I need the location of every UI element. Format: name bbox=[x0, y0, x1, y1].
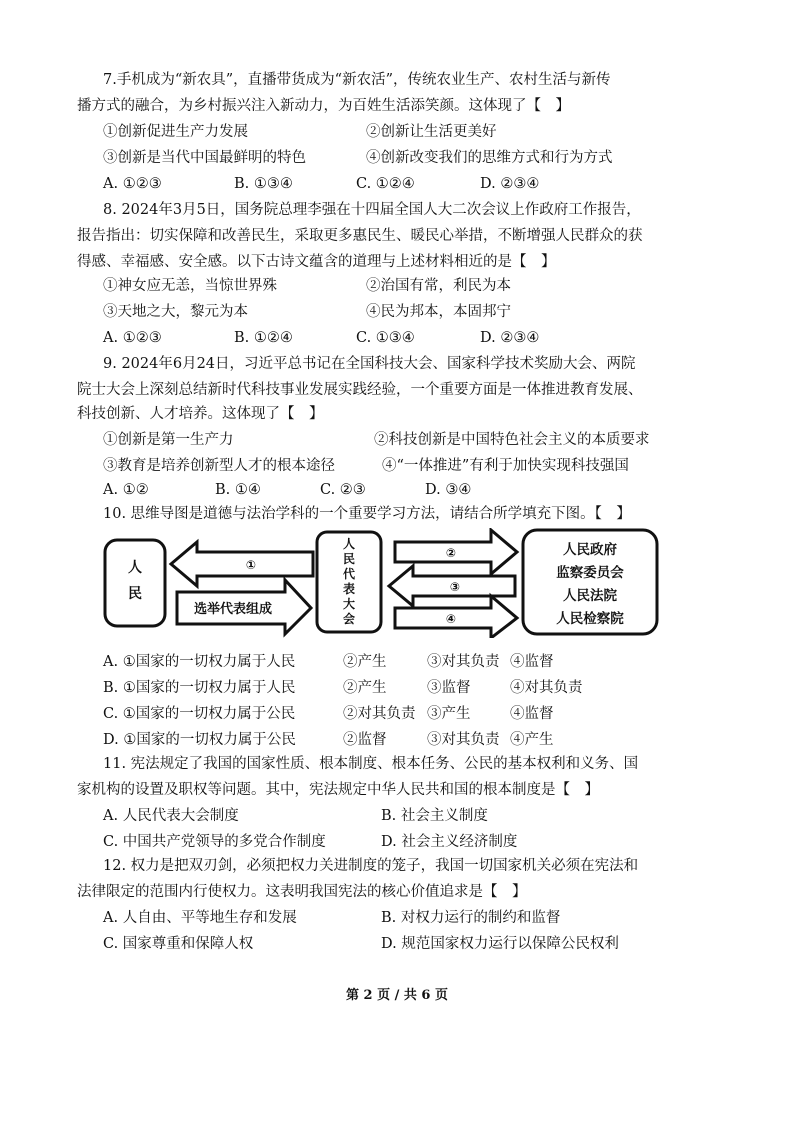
q12-choice-c: C. 国家尊重和保障人权 bbox=[103, 936, 254, 952]
q10-choice-c-4: ④监督 bbox=[510, 706, 554, 722]
q10-choice-a-4: ④监督 bbox=[510, 654, 554, 670]
npc-label-5: 大 bbox=[342, 597, 356, 611]
q7-choice-b: B. ①③④ bbox=[234, 176, 293, 192]
organ-court: 人民法院 bbox=[563, 588, 617, 604]
arrow-elect-label: 选举代表组成 bbox=[193, 602, 273, 617]
q9-choice-a: A. ①② bbox=[103, 482, 149, 498]
q8-choice-d: D. ②③④ bbox=[480, 330, 540, 346]
q8-option-4: ④民为邦本，本固邦宁 bbox=[366, 304, 511, 320]
people-label-2: 民 bbox=[128, 586, 142, 602]
organ-government: 人民政府 bbox=[563, 542, 617, 558]
q9-option-3: ③教育是培养创新型人才的根本途径 bbox=[103, 458, 335, 474]
q11-choice-c: C. 中国共产党领导的多党合作制度 bbox=[103, 834, 326, 850]
q11-choice-a: A. 人民代表大会制度 bbox=[103, 808, 239, 824]
q12-stem-line1: 12. 权力是把双刃剑，必须把权力关进制度的笼子，我国一切国家机关必须在宪法和 bbox=[103, 858, 639, 874]
q8-choice-b: B. ①②④ bbox=[234, 330, 293, 346]
q8-stem-line3: 得感、幸福感、安全感。以下古诗文蕴含的道理与上述材料相近的是【 】 bbox=[77, 254, 556, 270]
q10-choice-b-1: B. ①国家的一切权力属于人民 bbox=[103, 680, 296, 696]
npc-label-2: 民 bbox=[342, 552, 356, 566]
q12-choice-d: D. 规范国家权力运行以保障公民权利 bbox=[381, 936, 619, 952]
organ-supervision: 监察委员会 bbox=[556, 565, 624, 581]
q9-option-1: ①创新是第一生产力 bbox=[103, 432, 234, 448]
people-box bbox=[105, 540, 165, 626]
npc-label-4: 表 bbox=[342, 582, 356, 596]
npc-label-6: 会 bbox=[342, 612, 356, 626]
people-label-1: 人 bbox=[128, 560, 142, 576]
q10-choice-b-3: ③监督 bbox=[427, 680, 471, 696]
q12-choice-b: B. 对权力运行的制约和监督 bbox=[381, 910, 561, 926]
q9-option-4: ④“一体推进”有利于加快实现科技强国 bbox=[382, 458, 629, 474]
q9-choice-b: B. ①④ bbox=[215, 482, 261, 498]
q9-stem-line1: 9. 2024年6月24日，习近平总书记在全国科技大会、国家科学技术奖励大会、两院 bbox=[103, 356, 636, 372]
q9-choice-c: C. ②③ bbox=[320, 482, 366, 498]
q7-stem-line1: 7.手机成为“新农具”，直播带货成为“新农活”，传统农业生产、农村生活与新传 bbox=[103, 72, 611, 88]
npc-label-3: 代 bbox=[342, 567, 356, 581]
q7-option-1: ①创新促进生产力发展 bbox=[103, 124, 248, 140]
state-organs-mind-map bbox=[103, 528, 663, 638]
q10-choice-d-3: ③对其负责 bbox=[427, 732, 500, 748]
q10-choice-a-3: ③对其负责 bbox=[427, 654, 500, 670]
q7-stem-line2: 播方式的融合，为乡村振兴注入新动力，为百姓生活添笑颜。这体现了【 】 bbox=[77, 98, 570, 114]
q9-stem-line3: 科技创新、人才培养。这体现了【 】 bbox=[77, 406, 324, 422]
q10-choice-a-1: A. ①国家的一切权力属于人民 bbox=[103, 654, 296, 670]
q7-option-2: ②创新让生活更美好 bbox=[366, 124, 497, 140]
q10-choice-a-2: ②产生 bbox=[343, 654, 387, 670]
q11-choice-d: D. 社会主义经济制度 bbox=[381, 834, 518, 850]
q11-stem-line1: 11. 宪法规定了我国的国家性质、根本制度、根本任务、公民的基本权利和义务、国 bbox=[103, 756, 639, 772]
q12-choice-a: A. 人自由、平等地生存和发展 bbox=[103, 910, 297, 926]
q10-choice-b-2: ②产生 bbox=[343, 680, 387, 696]
arrow-4-label: ④ bbox=[445, 612, 457, 626]
q9-stem-line2: 院士大会上深刻总结新时代科技事业发展实践经验，一个重要方面是一体推进教育发展、 bbox=[77, 382, 643, 398]
q11-stem-line2: 家机构的设置及职权等问题。其中，宪法规定中华人民共和国的根本制度是【 】 bbox=[77, 782, 599, 798]
q8-option-3: ③天地之大，黎元为本 bbox=[103, 304, 248, 320]
arrow-3-label: ③ bbox=[449, 580, 461, 594]
q10-stem: 10. 思维导图是道德与法治学科的一个重要学习方法，请结合所学填充下图。【 】 bbox=[103, 506, 631, 522]
q8-option-1: ①神女应无恙，当惊世界殊 bbox=[103, 278, 277, 294]
q10-choice-b-4: ④对其负责 bbox=[510, 680, 583, 696]
q12-stem-line2: 法律限定的范围内行使权力。这表明我国宪法的核心价值追求是【 】 bbox=[77, 884, 527, 900]
q8-stem-line1: 8. 2024年3月5日，国务院总理李强在十四届全国人大二次会议上作政府工作报告， bbox=[103, 202, 641, 218]
arrow-1-label: ① bbox=[245, 558, 257, 572]
q8-choice-c: C. ①③④ bbox=[356, 330, 415, 346]
q9-option-2: ②科技创新是中国特色社会主义的本质要求 bbox=[374, 432, 650, 448]
q10-choice-d-4: ④产生 bbox=[510, 732, 554, 748]
q8-stem-line2: 报告指出：切实保障和改善民生，采取更多惠民生、暖民心举措，不断增强人民群众的获 bbox=[77, 228, 643, 244]
q8-option-2: ②治国有常，利民为本 bbox=[366, 278, 511, 294]
q7-choice-a: A. ①②③ bbox=[103, 176, 162, 192]
page-footer: 第 2 页 / 共 6 页 bbox=[346, 988, 448, 1003]
q10-choice-c-1: C. ①国家的一切权力属于公民 bbox=[103, 706, 296, 722]
q7-option-3: ③创新是当代中国最鲜明的特色 bbox=[103, 150, 306, 166]
arrow-1-left bbox=[171, 542, 313, 586]
q10-choice-c-3: ③产生 bbox=[427, 706, 471, 722]
q10-choice-c-2: ②对其负责 bbox=[343, 706, 416, 722]
q7-choice-d: D. ②③④ bbox=[480, 176, 540, 192]
q11-choice-b: B. 社会主义制度 bbox=[381, 808, 488, 824]
arrow-2-label: ② bbox=[445, 546, 457, 560]
q8-choice-a: A. ①②③ bbox=[103, 330, 162, 346]
q10-choice-d-2: ②监督 bbox=[343, 732, 387, 748]
q10-choice-d-1: D. ①国家的一切权力属于公民 bbox=[103, 732, 296, 748]
q7-option-4: ④创新改变我们的思维方式和行为方式 bbox=[366, 150, 613, 166]
q9-choice-d: D. ③④ bbox=[425, 482, 472, 498]
q7-choice-c: C. ①②④ bbox=[356, 176, 415, 192]
npc-label-1: 人 bbox=[342, 537, 356, 551]
organ-procuratorate: 人民检察院 bbox=[556, 611, 624, 627]
